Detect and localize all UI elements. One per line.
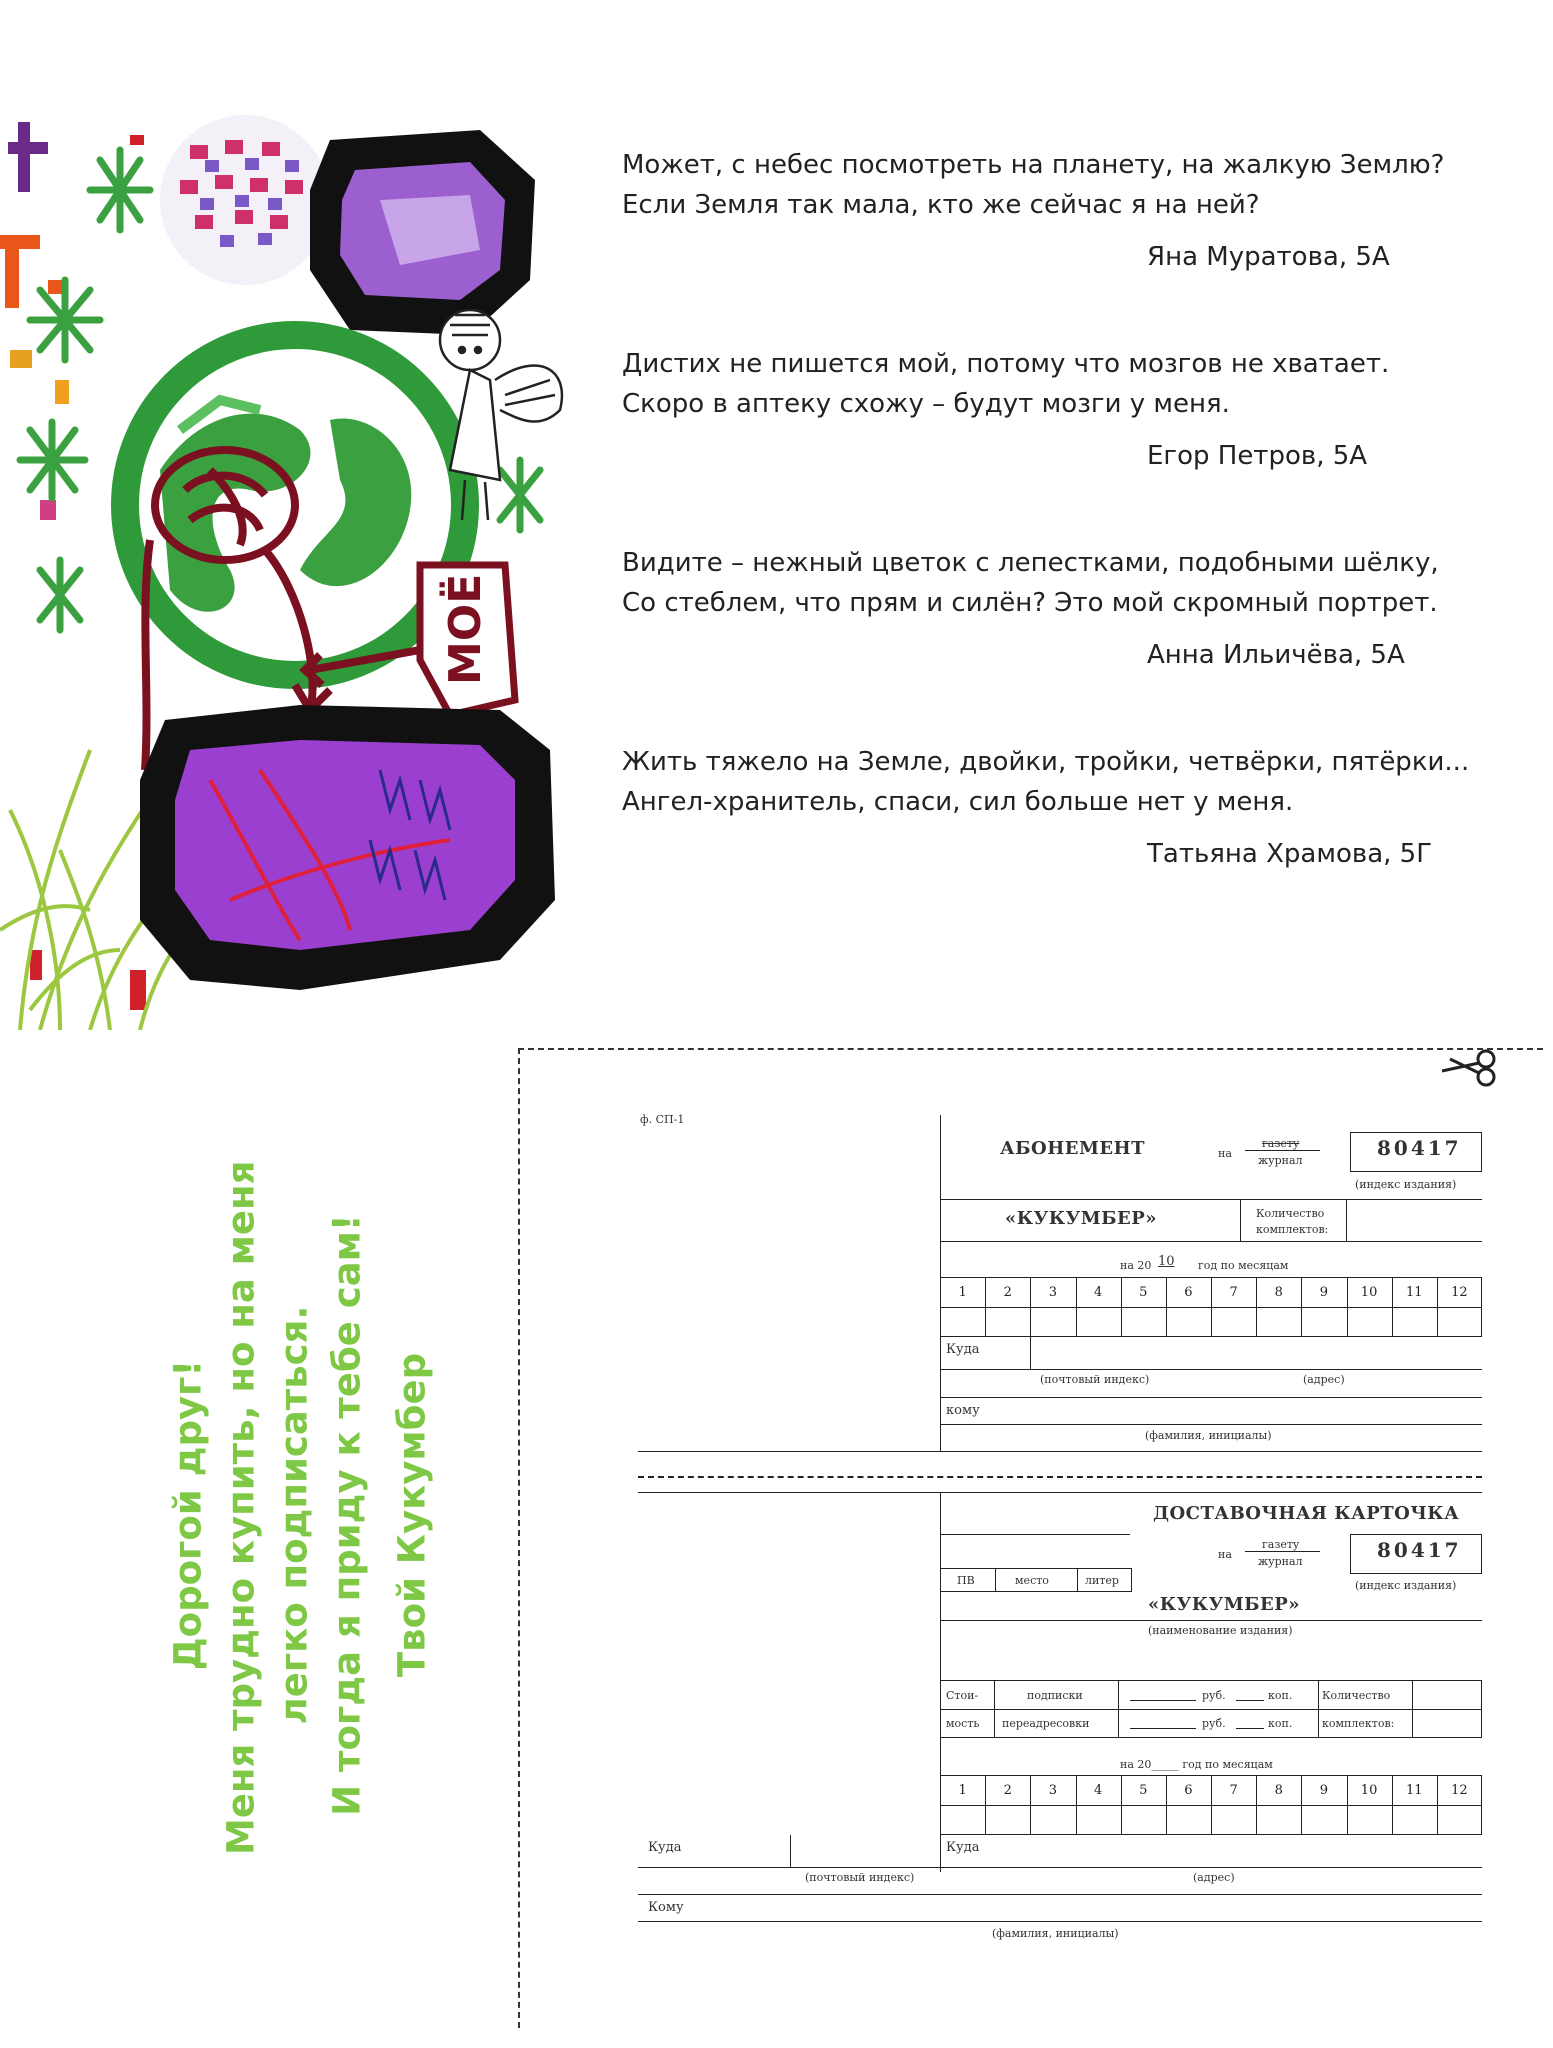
month-number: 2 — [1003, 1783, 1012, 1798]
month-cell-input[interactable] — [1347, 1805, 1392, 1835]
poem-line: Если Земля так мала, кто же сейчас я на ней? — [622, 190, 1260, 220]
friend-note-line: Дорогой друг! — [166, 1359, 210, 1671]
poem-author: Татьяна Храмова, 5Г — [1147, 839, 1433, 869]
month-number: 3 — [1048, 1285, 1058, 1300]
form-rule — [1236, 1728, 1264, 1729]
form-rule — [940, 1199, 1482, 1200]
month-cell-input[interactable] — [1437, 1307, 1482, 1337]
subscription-index-value: 80417 — [1377, 1136, 1462, 1160]
month-cell-input[interactable] — [1256, 1307, 1301, 1337]
delivery-rub: руб. — [1202, 1689, 1226, 1702]
delivery-publication-caption: (наименование издания) — [1148, 1624, 1293, 1637]
month-cell-input[interactable] — [1121, 1805, 1166, 1835]
form-rule — [638, 1894, 1482, 1895]
poem-line: Скоро в аптеку схожу – будут мозги у меня. — [622, 389, 1230, 419]
subscription-index-caption: (индекс издания) — [1355, 1178, 1457, 1191]
form-rule — [638, 1451, 1482, 1452]
form-rule — [1240, 1199, 1241, 1241]
delivery-kop-2: коп. — [1268, 1717, 1293, 1730]
delivery-publication: «КУКУМБЕР» — [1148, 1594, 1301, 1615]
poem-author: Егор Петров, 5А — [1147, 441, 1368, 471]
subscription-name-caption: (фамилия, инициалы) — [1145, 1429, 1272, 1442]
delivery-kuda-right[interactable]: Куда — [946, 1840, 980, 1855]
form-rule — [1077, 1568, 1078, 1592]
fraction-line — [1245, 1551, 1320, 1552]
month-number: 12 — [1451, 1783, 1468, 1798]
poem-author: Яна Муратова, 5А — [1147, 242, 1390, 272]
month-cell-input[interactable] — [1211, 1805, 1256, 1835]
subscription-na: на — [1218, 1147, 1232, 1160]
month-cell-input[interactable] — [1301, 1307, 1346, 1337]
month-number: 1 — [958, 1783, 967, 1798]
form-rule — [994, 1680, 995, 1738]
month-cell-input[interactable] — [940, 1805, 985, 1835]
month-number: 10 — [1360, 1285, 1378, 1300]
poem-author: Анна Ильичёва, 5А — [1147, 640, 1405, 670]
form-rule — [940, 1397, 1482, 1398]
delivery-kuda-left[interactable]: Куда — [648, 1840, 682, 1855]
delivery-gazetu: газету — [1262, 1538, 1300, 1551]
form-rule — [1236, 1700, 1264, 1701]
month-cell-input[interactable] — [985, 1805, 1030, 1835]
subscription-qty-label-1: Количество — [1256, 1207, 1325, 1220]
month-number: 12 — [1451, 1285, 1468, 1300]
month-cell-input[interactable] — [940, 1307, 985, 1337]
subscription-postal-caption: (почтовый индекс) — [1040, 1373, 1150, 1386]
month-number: 11 — [1405, 1783, 1423, 1798]
poem-line: Со стеблем, что прям и силён? Это мой скромный портрет. — [622, 588, 1438, 618]
poem-line: Дистих не пишется мой, потому что мозгов не хватает. — [622, 349, 1390, 379]
month-cell-input[interactable] — [1392, 1307, 1437, 1337]
form-separator — [638, 1476, 1482, 1478]
delivery-zhurnal: журнал — [1258, 1555, 1303, 1568]
month-number: 5 — [1139, 1285, 1148, 1300]
month-number: 2 — [1003, 1285, 1012, 1300]
month-number: 6 — [1184, 1285, 1193, 1300]
poem-line: Может, с небес посмотреть на планету, на жалкую Землю? — [622, 150, 1445, 180]
form-code: ф. СП-1 — [640, 1113, 685, 1126]
form-rule — [995, 1568, 996, 1592]
subscription-title: АБОНЕМЕНТ — [1000, 1138, 1145, 1159]
delivery-rub-2: руб. — [1202, 1717, 1226, 1730]
form-rule — [1118, 1680, 1119, 1738]
delivery-mesto: место — [1015, 1574, 1049, 1587]
poem-line: Видите – нежный цветок с лепестками, подобными шёлку, — [622, 548, 1439, 578]
form-rule — [940, 1534, 1130, 1535]
fraction-line — [1245, 1150, 1320, 1151]
month-number: 11 — [1405, 1285, 1423, 1300]
month-cell-input[interactable] — [1030, 1307, 1075, 1337]
month-number: 9 — [1319, 1783, 1329, 1798]
month-cell-input[interactable] — [1392, 1805, 1437, 1835]
form-rule — [638, 1867, 1482, 1868]
month-number: 4 — [1093, 1285, 1103, 1300]
month-cell-input[interactable] — [1166, 1307, 1211, 1337]
delivery-name-caption: (фамилия, инициалы) — [992, 1927, 1119, 1940]
month-number: 8 — [1274, 1285, 1283, 1300]
form-rule — [1318, 1680, 1319, 1738]
poem-line: Ангел-хранитель, спаси, сил больше нет у меня. — [622, 787, 1294, 817]
month-number: 10 — [1360, 1783, 1378, 1798]
month-cell-input[interactable] — [1301, 1805, 1346, 1835]
delivery-podpiski: подписки — [1027, 1689, 1083, 1702]
month-cell-input[interactable] — [1121, 1307, 1166, 1337]
delivery-index-value: 80417 — [1377, 1538, 1462, 1562]
delivery-pereadresovki: переадресовки — [1002, 1717, 1090, 1730]
month-cell-input[interactable] — [1166, 1805, 1211, 1835]
form-rule — [1130, 1700, 1196, 1701]
month-number: 6 — [1184, 1783, 1193, 1798]
form-rule — [940, 1369, 1482, 1370]
month-cell-input[interactable] — [1256, 1805, 1301, 1835]
delivery-cost-1: Стои- — [946, 1689, 979, 1702]
month-number: 1 — [958, 1285, 967, 1300]
friend-note-line: Меня трудно купить, но на меня — [219, 1160, 263, 1855]
month-number: 5 — [1139, 1783, 1148, 1798]
friend-note-line: И тогда я приду к тебе сам! — [325, 1214, 369, 1816]
month-cell-input[interactable] — [1076, 1805, 1121, 1835]
subscription-year-suffix: год по месяцам — [1198, 1259, 1289, 1272]
month-number: 8 — [1274, 1783, 1283, 1798]
form-rule — [790, 1835, 791, 1867]
month-number: 9 — [1319, 1285, 1329, 1300]
friend-note-signature: Твой Кукумбер — [390, 1352, 434, 1678]
form-rule — [940, 1620, 1482, 1621]
poem-line: Жить тяжело на Земле, двойки, тройки, четвёрки, пятёрки... — [622, 747, 1470, 777]
month-cell-input[interactable] — [1347, 1307, 1392, 1337]
subscription-year-prefix: на 20 — [1120, 1259, 1152, 1272]
form-rule — [638, 1921, 1482, 1922]
delivery-qty-label-2: комплектов: — [1322, 1717, 1395, 1730]
month-number: 7 — [1229, 1285, 1238, 1300]
subscription-zhurnal: журнал — [1258, 1154, 1303, 1167]
moe-label: МОЁ — [440, 573, 491, 685]
form-rule — [1030, 1337, 1031, 1369]
month-cell-input[interactable] — [1076, 1307, 1121, 1337]
delivery-pv: ПВ — [957, 1574, 975, 1587]
month-cell-input[interactable] — [985, 1307, 1030, 1337]
delivery-qty-label-1: Количество — [1322, 1689, 1391, 1702]
delivery-postal-caption: (почтовый индекс) — [805, 1871, 915, 1884]
delivery-komu[interactable]: Кому — [648, 1900, 684, 1915]
month-number: 7 — [1229, 1783, 1238, 1798]
subscription-year-value: 10 — [1158, 1254, 1175, 1269]
form-rule — [940, 1709, 1482, 1710]
form-rule — [940, 1241, 1482, 1242]
month-cell-input[interactable] — [1030, 1805, 1075, 1835]
subscription-gazetu: газету — [1262, 1137, 1300, 1150]
form-rule — [1412, 1680, 1413, 1738]
subscription-address-caption: (адрес) — [1303, 1373, 1345, 1386]
form-rule — [940, 1424, 1482, 1425]
month-cell-input[interactable] — [1437, 1805, 1482, 1835]
delivery-liter: литер — [1085, 1574, 1119, 1587]
delivery-address-caption: (адрес) — [1193, 1871, 1235, 1884]
delivery-kop: коп. — [1268, 1689, 1293, 1702]
delivery-cost-2: мость — [946, 1717, 980, 1730]
month-cell-input[interactable] — [1211, 1307, 1256, 1337]
form-rule — [638, 1492, 1482, 1493]
form-rule — [1130, 1728, 1196, 1729]
delivery-index-caption: (индекс издания) — [1355, 1579, 1457, 1592]
delivery-title: ДОСТАВОЧНАЯ КАРТОЧКА — [1153, 1503, 1460, 1524]
delivery-year-text: на 20_____ год по месяцам — [1120, 1758, 1273, 1771]
subscription-komu[interactable]: кому — [946, 1403, 980, 1418]
month-number: 3 — [1048, 1783, 1058, 1798]
subscription-kuda[interactable]: Куда — [946, 1342, 980, 1357]
subscription-qty-label-2: комплектов: — [1256, 1223, 1329, 1236]
form-rule — [1346, 1199, 1347, 1241]
friend-note-line: легко подписаться. — [272, 1305, 316, 1725]
subscription-publication: «КУКУМБЕР» — [1005, 1208, 1158, 1229]
delivery-na: на — [1218, 1548, 1232, 1561]
month-number: 4 — [1093, 1783, 1103, 1798]
